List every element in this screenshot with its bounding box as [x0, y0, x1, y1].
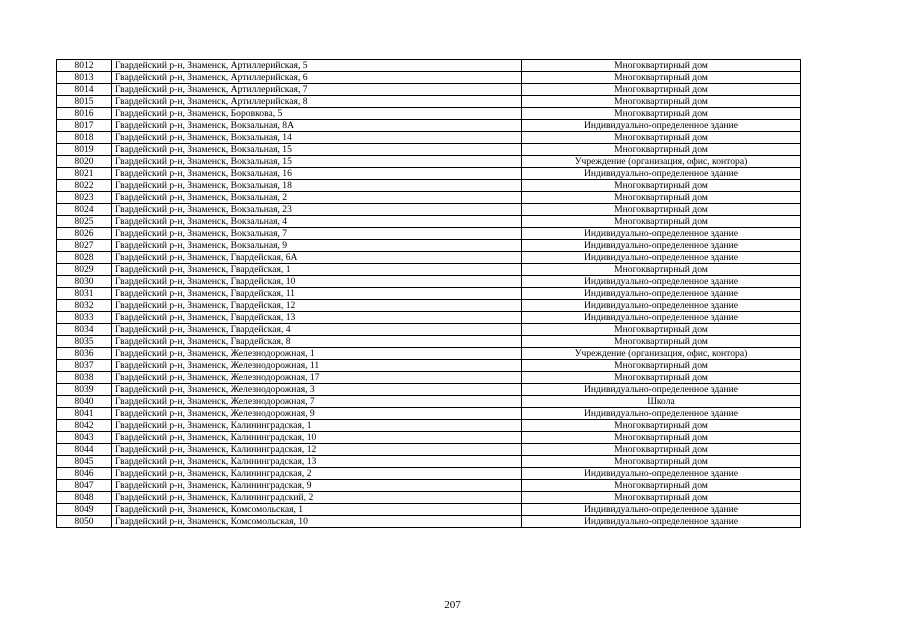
- row-address-cell: Гвардейский р-н, Знаменск, Железнодорожная, 3: [112, 384, 522, 396]
- row-type-cell: Индивидуально-определенное здание: [522, 252, 801, 264]
- table-row: [57, 276, 801, 288]
- row-address-cell: Гвардейский р-н, Знаменск, Калининградская, 2: [112, 468, 522, 480]
- row-id-cell: 8030: [57, 276, 112, 288]
- row-type-cell: Индивидуально-определенное здание: [522, 504, 801, 516]
- table-row: [57, 72, 801, 84]
- row-address-cell: Гвардейский р-н, Знаменск, Гвардейская, 6А: [112, 252, 522, 264]
- row-type-cell: Школа: [522, 396, 801, 408]
- row-id-cell: 8031: [57, 288, 112, 300]
- table-row: [57, 252, 801, 264]
- table-row: [57, 108, 801, 120]
- row-id-cell: 8046: [57, 468, 112, 480]
- table-row: [57, 336, 801, 348]
- table-row: [57, 228, 801, 240]
- row-type-cell: Индивидуально-определенное здание: [522, 276, 801, 288]
- row-type-cell: Учреждение (организация, офис, контора): [522, 348, 801, 360]
- row-id-cell: 8029: [57, 264, 112, 276]
- row-address-cell: Гвардейский р-н, Знаменск, Артиллерийская, 8: [112, 96, 522, 108]
- row-id-cell: 8034: [57, 324, 112, 336]
- row-id-cell: 8038: [57, 372, 112, 384]
- table-row: [57, 516, 801, 528]
- table-row: [57, 432, 801, 444]
- row-address-cell: Гвардейский р-н, Знаменск, Гвардейская, 8: [112, 336, 522, 348]
- row-type-cell: Многоквартирный дом: [522, 72, 801, 84]
- row-id-cell: 8045: [57, 456, 112, 468]
- row-id-cell: 8042: [57, 420, 112, 432]
- table-row: [57, 408, 801, 420]
- table-row: [57, 288, 801, 300]
- row-address-cell: Гвардейский р-н, Знаменск, Артиллерийская, 7: [112, 84, 522, 96]
- row-id-cell: 8015: [57, 96, 112, 108]
- row-type-cell: Многоквартирный дом: [522, 420, 801, 432]
- row-id-cell: 8041: [57, 408, 112, 420]
- table-row: [57, 204, 801, 216]
- row-address-cell: Гвардейский р-н, Знаменск, Боровкова, 5: [112, 108, 522, 120]
- row-address-cell: Гвардейский р-н, Знаменск, Калининградская, 1: [112, 420, 522, 432]
- row-address-cell: Гвардейский р-н, Знаменск, Вокзальная, 9: [112, 240, 522, 252]
- row-id-cell: 8019: [57, 144, 112, 156]
- row-address-cell: Гвардейский р-н, Знаменск, Вокзальная, 4: [112, 216, 522, 228]
- row-id-cell: 8048: [57, 492, 112, 504]
- row-address-cell: Гвардейский р-н, Знаменск, Вокзальная, 8А: [112, 120, 522, 132]
- row-type-cell: Многоквартирный дом: [522, 432, 801, 444]
- row-address-cell: Гвардейский р-н, Знаменск, Железнодорожная, 1: [112, 348, 522, 360]
- table-row: [57, 480, 801, 492]
- table-row: [57, 120, 801, 132]
- row-address-cell: Гвардейский р-н, Знаменск, Калининградский, 2: [112, 492, 522, 504]
- row-type-cell: Индивидуально-определенное здание: [522, 120, 801, 132]
- row-type-cell: Многоквартирный дом: [522, 180, 801, 192]
- row-id-cell: 8032: [57, 300, 112, 312]
- row-address-cell: Гвардейский р-н, Знаменск, Вокзальная, 14: [112, 132, 522, 144]
- row-id-cell: 8036: [57, 348, 112, 360]
- row-address-cell: Гвардейский р-н, Знаменск, Гвардейская, 10: [112, 276, 522, 288]
- table-row: [57, 96, 801, 108]
- row-id-cell: 8020: [57, 156, 112, 168]
- row-id-cell: 8017: [57, 120, 112, 132]
- row-id-cell: 8021: [57, 168, 112, 180]
- row-id-cell: 8012: [57, 60, 112, 72]
- row-type-cell: Многоквартирный дом: [522, 360, 801, 372]
- table-row: [57, 492, 801, 504]
- row-id-cell: 8014: [57, 84, 112, 96]
- row-address-cell: Гвардейский р-н, Знаменск, Комсомольская, 10: [112, 516, 522, 528]
- row-type-cell: Многоквартирный дом: [522, 144, 801, 156]
- table-row: [57, 444, 801, 456]
- row-address-cell: Гвардейский р-н, Знаменск, Гвардейская, 12: [112, 300, 522, 312]
- row-address-cell: Гвардейский р-н, Знаменск, Вокзальная, 23: [112, 204, 522, 216]
- row-type-cell: Индивидуально-определенное здание: [522, 468, 801, 480]
- row-address-cell: Гвардейский р-н, Знаменск, Артиллерийская, 5: [112, 60, 522, 72]
- row-address-cell: Гвардейский р-н, Знаменск, Артиллерийская, 6: [112, 72, 522, 84]
- row-id-cell: 8040: [57, 396, 112, 408]
- address-table: [56, 59, 801, 528]
- row-type-cell: Многоквартирный дом: [522, 336, 801, 348]
- table-row: [57, 456, 801, 468]
- row-id-cell: 8037: [57, 360, 112, 372]
- row-address-cell: Гвардейский р-н, Знаменск, Гвардейская, 4: [112, 324, 522, 336]
- row-id-cell: 8049: [57, 504, 112, 516]
- row-type-cell: Многоквартирный дом: [522, 324, 801, 336]
- page-number: 207: [444, 599, 461, 611]
- table-row: [57, 384, 801, 396]
- row-type-cell: Индивидуально-определенное здание: [522, 240, 801, 252]
- table-row: [57, 300, 801, 312]
- row-address-cell: Гвардейский р-н, Знаменск, Калининградская, 13: [112, 456, 522, 468]
- row-type-cell: Многоквартирный дом: [522, 192, 801, 204]
- row-address-cell: Гвардейский р-н, Знаменск, Железнодорожная, 9: [112, 408, 522, 420]
- row-type-cell: Многоквартирный дом: [522, 60, 801, 72]
- row-id-cell: 8016: [57, 108, 112, 120]
- row-address-cell: Гвардейский р-н, Знаменск, Калининградская, 9: [112, 480, 522, 492]
- row-id-cell: 8035: [57, 336, 112, 348]
- row-type-cell: Индивидуально-определенное здание: [522, 300, 801, 312]
- row-id-cell: 8026: [57, 228, 112, 240]
- row-address-cell: Гвардейский р-н, Знаменск, Вокзальная, 16: [112, 168, 522, 180]
- row-type-cell: Многоквартирный дом: [522, 96, 801, 108]
- table-row: [57, 60, 801, 72]
- row-id-cell: 8025: [57, 216, 112, 228]
- table-row: [57, 396, 801, 408]
- row-address-cell: Гвардейский р-н, Знаменск, Вокзальная, 18: [112, 180, 522, 192]
- row-type-cell: Учреждение (организация, офис, контора): [522, 156, 801, 168]
- row-type-cell: Многоквартирный дом: [522, 204, 801, 216]
- table-row: [57, 348, 801, 360]
- table-row: [57, 144, 801, 156]
- table-row: [57, 156, 801, 168]
- row-type-cell: Индивидуально-определенное здание: [522, 384, 801, 396]
- row-type-cell: Многоквартирный дом: [522, 108, 801, 120]
- row-id-cell: 8022: [57, 180, 112, 192]
- table-row: [57, 468, 801, 480]
- row-id-cell: 8050: [57, 516, 112, 528]
- row-type-cell: Многоквартирный дом: [522, 444, 801, 456]
- row-address-cell: Гвардейский р-н, Знаменск, Железнодорожная, 17: [112, 372, 522, 384]
- row-id-cell: 8039: [57, 384, 112, 396]
- table-row: [57, 192, 801, 204]
- row-id-cell: 8023: [57, 192, 112, 204]
- table-row: [57, 360, 801, 372]
- row-address-cell: Гвардейский р-н, Знаменск, Вокзальная, 15: [112, 156, 522, 168]
- table-row: [57, 132, 801, 144]
- row-type-cell: Индивидуально-определенное здание: [522, 228, 801, 240]
- table-row: [57, 240, 801, 252]
- row-address-cell: Гвардейский р-н, Знаменск, Гвардейская, 13: [112, 312, 522, 324]
- row-type-cell: Многоквартирный дом: [522, 480, 801, 492]
- row-type-cell: Индивидуально-определенное здание: [522, 312, 801, 324]
- table-row: [57, 504, 801, 516]
- table-body: [57, 60, 801, 528]
- row-type-cell: Индивидуально-определенное здание: [522, 516, 801, 528]
- row-address-cell: Гвардейский р-н, Знаменск, Железнодорожная, 7: [112, 396, 522, 408]
- row-address-cell: Гвардейский р-н, Знаменск, Вокзальная, 7: [112, 228, 522, 240]
- row-address-cell: Гвардейский р-н, Знаменск, Вокзальная, 2: [112, 192, 522, 204]
- table-row: [57, 84, 801, 96]
- table-row: [57, 324, 801, 336]
- row-id-cell: 8047: [57, 480, 112, 492]
- row-type-cell: Многоквартирный дом: [522, 216, 801, 228]
- row-id-cell: 8027: [57, 240, 112, 252]
- table-row: [57, 264, 801, 276]
- table-row: [57, 168, 801, 180]
- table-row: [57, 180, 801, 192]
- row-type-cell: Индивидуально-определенное здание: [522, 288, 801, 300]
- row-address-cell: Гвардейский р-н, Знаменск, Гвардейская, 1: [112, 264, 522, 276]
- table-row: [57, 312, 801, 324]
- table-row: [57, 216, 801, 228]
- row-id-cell: 8018: [57, 132, 112, 144]
- row-type-cell: Индивидуально-определенное здание: [522, 168, 801, 180]
- row-id-cell: 8013: [57, 72, 112, 84]
- row-type-cell: Многоквартирный дом: [522, 264, 801, 276]
- table-row: [57, 420, 801, 432]
- row-address-cell: Гвардейский р-н, Знаменск, Железнодорожная, 11: [112, 360, 522, 372]
- table-row: [57, 372, 801, 384]
- row-address-cell: Гвардейский р-н, Знаменск, Калининградская, 10: [112, 432, 522, 444]
- row-id-cell: 8024: [57, 204, 112, 216]
- row-id-cell: 8044: [57, 444, 112, 456]
- row-type-cell: Многоквартирный дом: [522, 84, 801, 96]
- row-id-cell: 8033: [57, 312, 112, 324]
- row-type-cell: Индивидуально-определенное здание: [522, 408, 801, 420]
- row-address-cell: Гвардейский р-н, Знаменск, Гвардейская, 11: [112, 288, 522, 300]
- row-type-cell: Многоквартирный дом: [522, 132, 801, 144]
- row-id-cell: 8028: [57, 252, 112, 264]
- row-id-cell: 8043: [57, 432, 112, 444]
- row-type-cell: Многоквартирный дом: [522, 456, 801, 468]
- row-address-cell: Гвардейский р-н, Знаменск, Калининградская, 12: [112, 444, 522, 456]
- row-type-cell: Многоквартирный дом: [522, 492, 801, 504]
- row-address-cell: Гвардейский р-н, Знаменск, Комсомольская, 1: [112, 504, 522, 516]
- row-type-cell: Многоквартирный дом: [522, 372, 801, 384]
- row-address-cell: Гвардейский р-н, Знаменск, Вокзальная, 15: [112, 144, 522, 156]
